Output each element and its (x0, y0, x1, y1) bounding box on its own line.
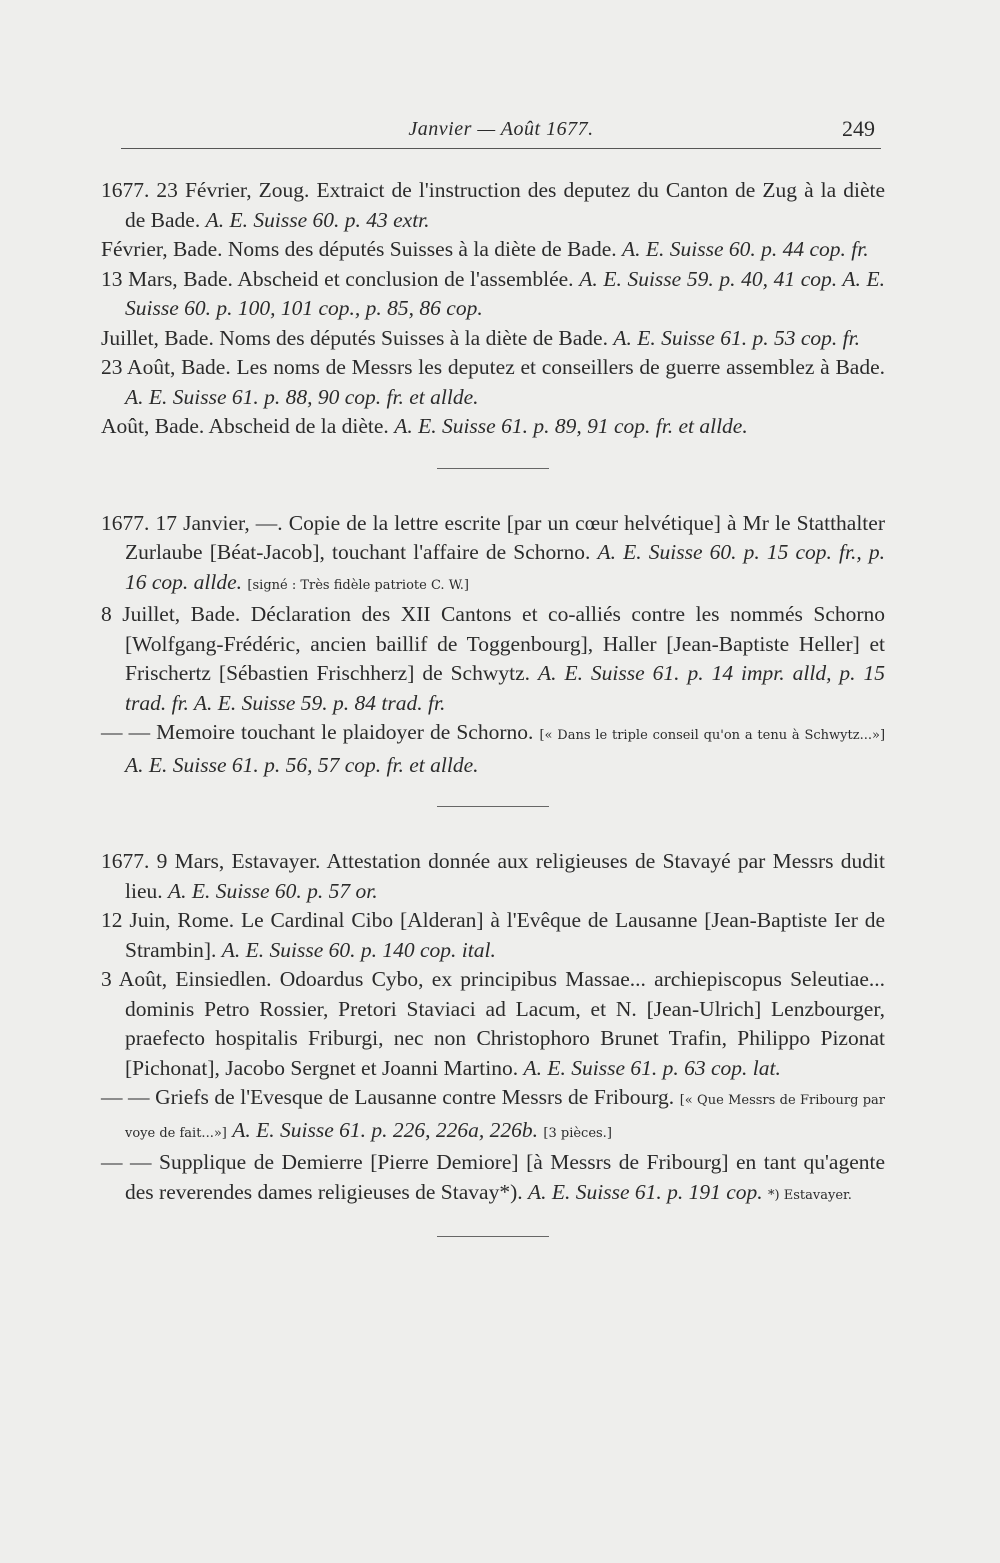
entry (101, 176, 885, 235)
entry-text: Abscheid et conclusion de l'assemblée. (237, 266, 574, 291)
entry-lead: 8 Juillet, Bade. (101, 602, 241, 626)
entry-text: Abscheid de la diète. (208, 414, 389, 438)
page-header (121, 112, 881, 149)
entry (101, 324, 885, 354)
entry-ref: A. E. Suisse 61. p. 56, 57 cop. fr. et allde. (125, 752, 479, 777)
entry-lead: Août, Bade. (101, 414, 205, 438)
entry (101, 965, 885, 1083)
entry-ref: A. E. Suisse 61. p. 63 cop. lat. (523, 1055, 781, 1080)
entry-lead: 12 Juin, Rome. (101, 908, 235, 932)
entry-lead: — — (101, 1085, 150, 1109)
entry-note: [« Que Messrs de Fribourg par voye de fait...»] (125, 1093, 886, 1141)
entry-lead: 1677. 9 Mars, Estavayer. (101, 849, 321, 873)
entry-text: Copie de la lettre escrite [par un cœur helvétique] à Mr le Statthalter Zurlaube [Béat-Jacob], touchant l'affaire de Schorno. (125, 510, 885, 564)
entry-text: Noms des députés Suisses à la diète de Bade. (227, 237, 617, 261)
entry-ref: A. E. Suisse 61. p. 226, 226a, 226b. (232, 1117, 539, 1142)
entry-lead: 1677. 23 Février, Zoug. (101, 178, 310, 202)
running-head: Janvier — Août 1677. (408, 118, 594, 140)
entry-ref: A. E. Suisse 61. p. 191 cop. (527, 1179, 763, 1204)
entry-text: Supplique de Demierre [Pierre Demiore] [à Messrs de Fribourg] en tant qu'agente des reverendes dames religieuses de Stavay*). (125, 1150, 886, 1204)
entry (101, 265, 885, 324)
entry (101, 847, 885, 906)
page-number: 249 (842, 116, 875, 141)
entry-text: Odoardus Cybo, ex principibus Massae... archiepiscopus Seleutiae... dominis Petro Rossier, Pretori Staviaci ad Lacum, et N. [Jean-Ulrich] Lenzbourger, praefecto hospitalis Friburgi, nec non Christophoro Brunet Trafin, Philippo Pizonat [Pichonat], Jacobo Sergnet et Joanni Martino. (125, 967, 886, 1080)
section-3 (101, 847, 885, 1210)
entry-ref: A. E. Suisse 61. p. 89, 91 cop. fr. et allde. (394, 414, 748, 438)
entry-text: Extraict de l'instruction des deputez du Canton de Zug à la diète de Bade. (125, 178, 886, 232)
entry (101, 1083, 885, 1148)
entry (101, 353, 885, 412)
entry (101, 718, 885, 780)
entry-text: Griefs de l'Evesque de Lausanne contre Messrs de Fribourg. (155, 1085, 675, 1109)
entry-ref: A. E. Suisse 60. p. 57 or. (168, 878, 378, 903)
entry (101, 509, 885, 601)
entry (101, 600, 885, 718)
entry-ref: A. E. Suisse 59. p. 40, 41 cop. A. E. Suisse 60. p. 100, 101 cop., p. 85, 86 cop. (125, 266, 885, 320)
entry-lead: 3 Août, Einsiedlen. (101, 967, 272, 991)
entry-text: Déclaration des XII Cantons et co-alliés contre les nommés Schorno [Wolfgang-Frédéric, ancien baillif de Toggenbourg], Haller [Jean-Baptiste Heller] et Frischertz [Sébastien Frischherz] de Schwytz. (125, 602, 886, 685)
entry (101, 906, 885, 965)
entry (101, 412, 885, 442)
section-divider (437, 806, 549, 807)
entry-text: Le Cardinal Cibo [Alderan] à l'Evêque de Lausanne [Jean-Baptiste Ier de Strambin]. (125, 908, 886, 962)
entry-note: [3 pièces.] (543, 1125, 612, 1141)
entry-ref: A. E. Suisse 60. p. 43 extr. (205, 207, 430, 232)
entry (101, 1148, 885, 1210)
entry-note: [« Dans le triple conseil qu'on a tenu à Schwytz...»] (539, 728, 886, 743)
entry-text: Noms des députés Suisses à la diète de Bade. (219, 325, 608, 350)
entry-lead: Juillet, Bade. (101, 325, 214, 350)
entry-ref: A. E. Suisse 61. p. 53 cop. fr. (613, 325, 860, 350)
entry-lead: Février, Bade. (101, 237, 223, 261)
entry-note: [signé : Très fidèle patriote C. W.] (247, 577, 469, 593)
entry-lead: 1677. 17 Janvier, —. (101, 510, 283, 535)
entry-lead: 13 Mars, Bade. (101, 266, 233, 291)
section-divider (437, 1236, 549, 1237)
entry-lead: — — (101, 1150, 152, 1174)
entry-lead: 23 Août, Bade. (101, 355, 231, 379)
entry-ref: A. E. Suisse 61. p. 88, 90 cop. fr. et allde. (125, 384, 479, 409)
entry-text: Memoire touchant le plaidoyer de Schorno. (156, 720, 534, 744)
section-1 (101, 176, 885, 442)
entry-ref: A. E. Suisse 60. p. 15 cop. fr., p. 16 cop. allde. (125, 540, 885, 594)
entry-ref: A. E. Suisse 61. p. 14 impr. alld, p. 15 trad. fr. A. E. Suisse 59. p. 84 trad. fr. (125, 661, 885, 715)
entry-text: Attestation donnée aux religieuses de Stavayé par Messrs dudit lieu. (125, 849, 885, 903)
body-text (101, 176, 885, 1277)
entry-ref: A. E. Suisse 60. p. 44 cop. fr. (622, 237, 869, 261)
entry (101, 235, 885, 265)
entry-text: Les noms de Messrs les deputez et conseillers de guerre assemblez à Bade. (236, 355, 885, 379)
entry-ref: A. E. Suisse 60. p. 140 cop. ital. (221, 937, 496, 962)
entry-note: *) Estavayer. (768, 1187, 852, 1203)
section-divider (437, 468, 549, 469)
section-2 (101, 509, 885, 781)
entry-lead: — — (101, 720, 151, 744)
